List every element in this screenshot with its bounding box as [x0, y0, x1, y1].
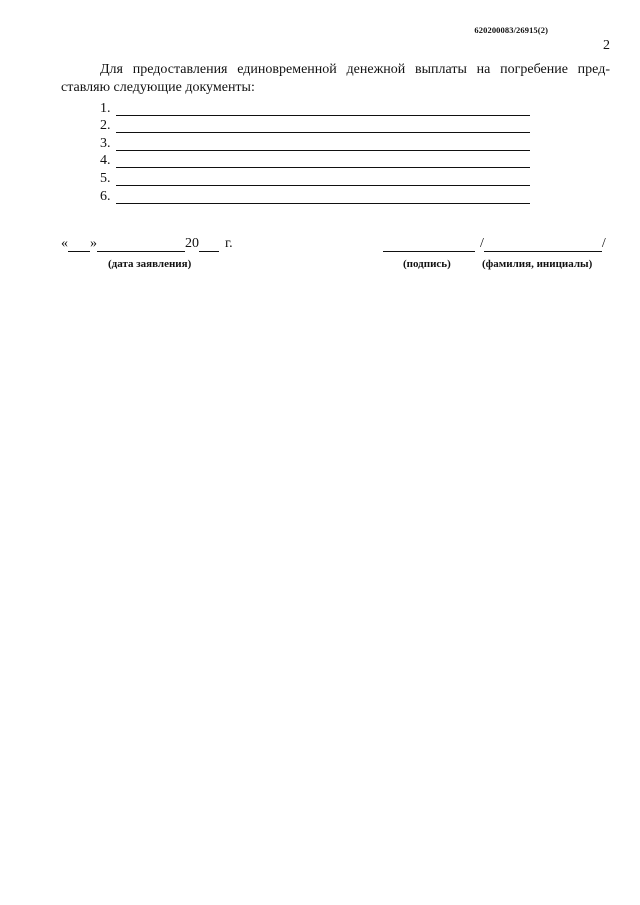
intro-paragraph — [61, 61, 610, 97]
date-caption: (дата заявления) — [108, 258, 192, 270]
list-item — [100, 186, 530, 204]
item-blank-line[interactable] — [116, 172, 530, 186]
intro-line-2: ставляю следующие документы: — [61, 80, 255, 95]
list-item — [100, 98, 530, 116]
list-item — [100, 151, 530, 169]
day-blank[interactable] — [68, 237, 90, 252]
signature-field — [383, 236, 606, 252]
list-item — [100, 116, 530, 134]
month-blank[interactable] — [97, 237, 185, 252]
item-blank-line[interactable] — [116, 190, 530, 204]
year-blank[interactable] — [199, 237, 219, 252]
slash-1: / — [480, 236, 484, 251]
item-number: 6. — [100, 188, 111, 204]
item-number: 1. — [100, 100, 111, 116]
name-blank[interactable] — [484, 237, 602, 252]
item-blank-line[interactable] — [116, 137, 530, 151]
signature-caption: (подпись) — [403, 258, 451, 270]
document-list — [100, 98, 530, 204]
list-item — [100, 168, 530, 186]
item-number: 2. — [100, 118, 111, 134]
item-number: 4. — [100, 153, 111, 169]
slash-2: / — [601, 236, 606, 251]
item-number: 5. — [100, 170, 111, 186]
item-blank-line[interactable] — [116, 154, 530, 168]
item-blank-line[interactable] — [116, 102, 530, 116]
signature-blank[interactable] — [383, 237, 475, 252]
item-blank-line[interactable] — [116, 119, 530, 133]
year-prefix: 20 — [185, 236, 199, 251]
date-field — [61, 236, 233, 252]
intro-line-1: Для предоставления единовременной денежной выплаты на погребение пред- — [100, 62, 610, 77]
list-item — [100, 133, 530, 151]
name-caption: (фамилия, инициалы) — [482, 258, 593, 270]
page-number: 2 — [603, 38, 610, 53]
close-quote: » — [90, 236, 97, 251]
open-quote: « — [61, 236, 68, 251]
item-number: 3. — [100, 135, 111, 151]
document-id: 620200083/26915(2) — [474, 25, 548, 35]
year-suffix: г. — [225, 236, 233, 251]
